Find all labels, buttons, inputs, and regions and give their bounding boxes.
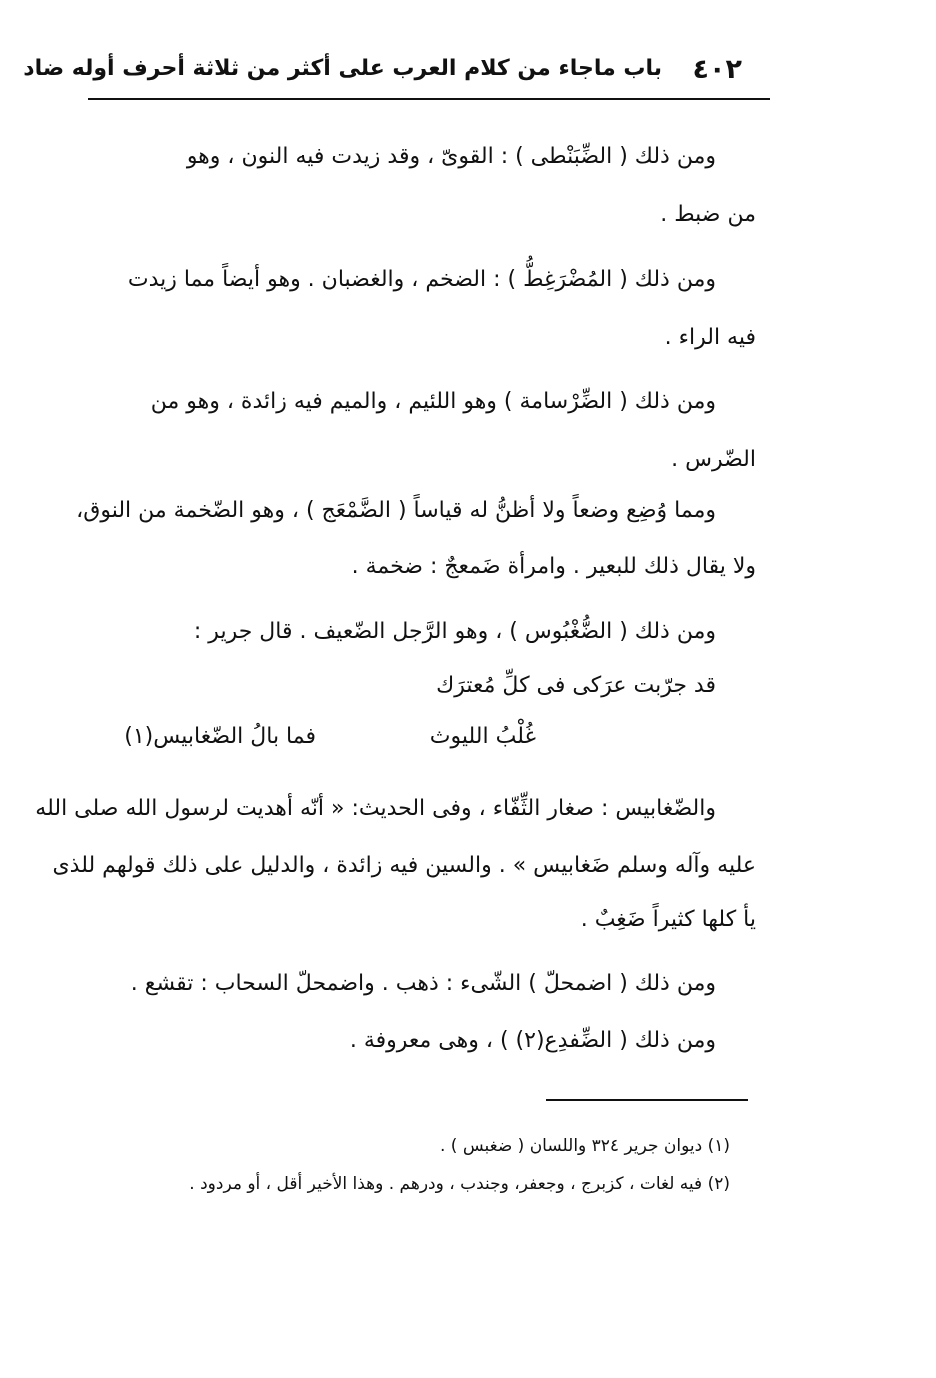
paragraph-1-line-1: ومن ذلك ( الضِّبَنْطى ) : القوىّ ، وقد زيدت فيه النون ، وهو: [186, 144, 716, 169]
page-header: [23, 50, 770, 98]
paragraph-3-line-1: ومن ذلك ( الضِّرْسامة ) وهو اللئيم ، والميم فيه زائدة ، وهو من: [150, 389, 716, 414]
paragraph-2-line-2: فيه الراء .: [664, 325, 756, 350]
running-title: باب ماجاء من كلام العرب على أكثر من ثلاثة أحرف أوله ضاد: [23, 56, 662, 81]
header-rule: [88, 98, 770, 100]
paragraph-2-line-1: ومن ذلك ( المُضْرَغِطُّ ) : الضخم ، والغضبان . وهو أيضاً مما زيدت: [127, 267, 716, 292]
footnote-rule: [546, 1099, 748, 1101]
verse-line-1: قد جرّبت عرَكى فى كلِّ مُعترَك: [436, 673, 716, 698]
paragraph-4-line-1: ومما وُضِع وضعاً ولا أظنُّ له قياساً ( الضَّمْعَج ) ، وهو الضّخمة من النوق،: [76, 498, 716, 523]
verse-line-2-first-half: غُلْبُ الليوث: [429, 724, 536, 749]
footnote-2: (٢) فيه لغات ، كزبرج ، وجعفر، وجندب ، ودرهم . وهذا الأخير أقل ، أو مردود .: [189, 1174, 730, 1194]
paragraph-3-line-2: الضّرس .: [671, 447, 756, 472]
paragraph-5-line-1: ومن ذلك ( الضُّغْبُوس ) ، وهو الرَّجل الضّعيف . قال جرير :: [193, 619, 716, 644]
paragraph-7-line-2: ومن ذلك ( الضِّفدِع(٢) ) ، وهى معروفة .: [349, 1028, 716, 1053]
paragraph-6-line-3: يأ كلها كثيراً ضَغِبٌ .: [580, 907, 756, 932]
verse-line-2-second-half: فما بالُ الضّغابيس(١): [124, 724, 316, 749]
page-number: ٤٠٢: [692, 54, 742, 85]
paragraph-7-line-1: ومن ذلك ( اضمحلّ ) الشّىء : ذهب . واضمحلّ السحاب : تقشع .: [130, 971, 716, 996]
paragraph-6-line-1: والضّغابيس : صغار الثِّفّاء ، وفى الحديث: « أنّه أهديت لرسول الله صلى الله: [35, 796, 716, 821]
paragraph-1-line-2: من ضبط .: [660, 202, 756, 227]
footnote-1: (١) ديوان جرير ٣٢٤ واللسان ( ضغبس ) .: [439, 1136, 730, 1156]
paragraph-6-line-2: عليه وآله وسلم ضَغابيس » . والسين فيه زائدة ، والدليل على ذلك قولهم للذى: [52, 853, 756, 878]
paragraph-4-line-2: ولا يقال ذلك للبعير . وامرأة ضَمعجٌ : ضخمة .: [351, 554, 756, 579]
